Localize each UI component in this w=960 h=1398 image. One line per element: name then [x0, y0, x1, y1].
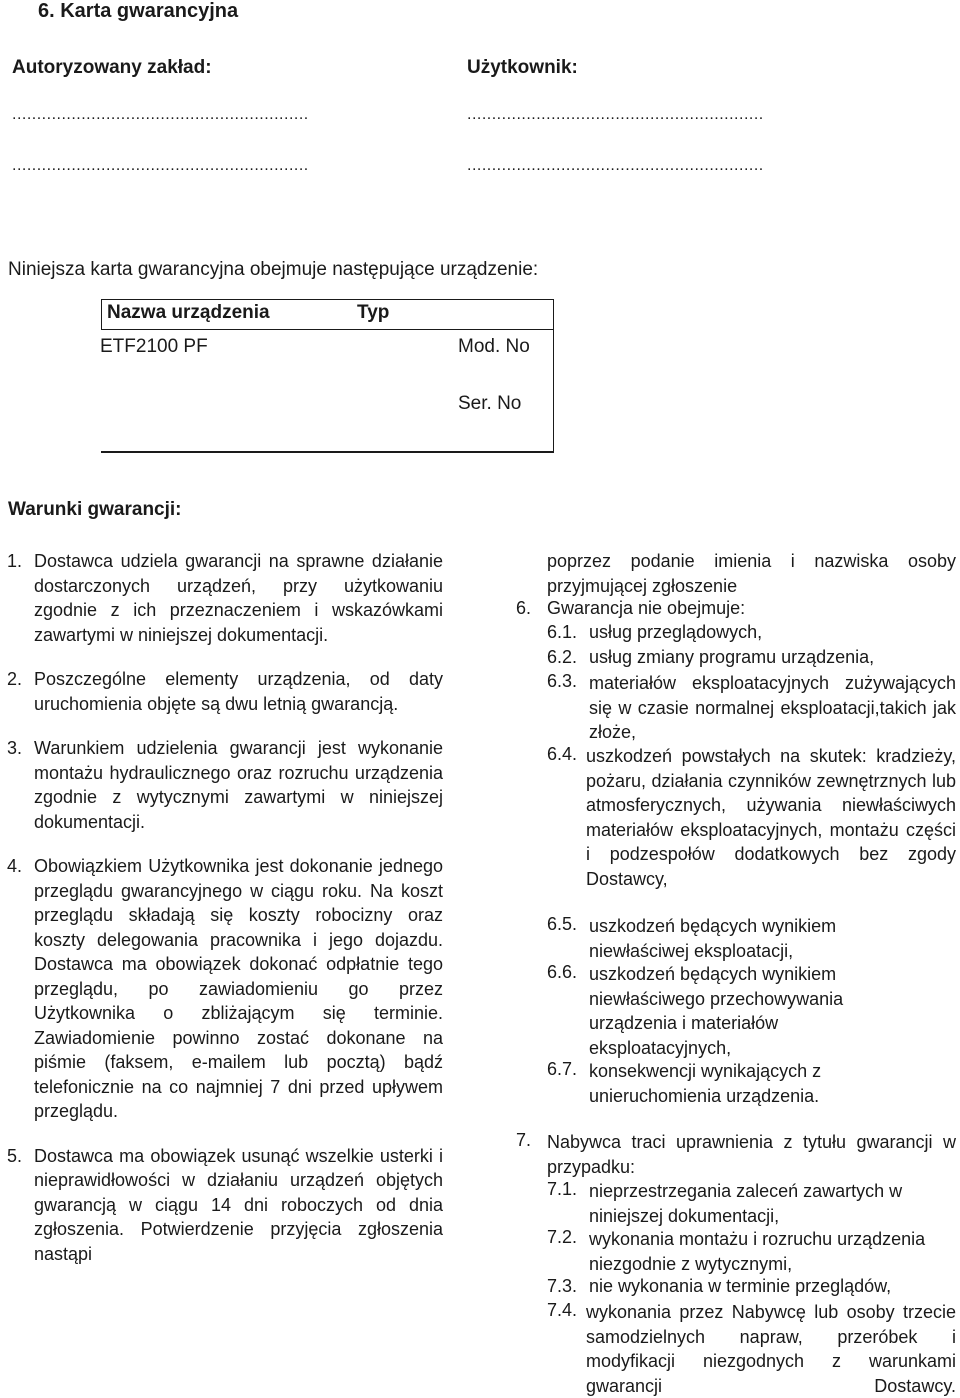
intro-text: Niniejsza karta gwarancyjna obejmuje następujące urządzenie:	[8, 259, 539, 280]
item-6-4-text: uszkodzeń powstałych na skutek: kradzieży, pożaru, działania czynników zewnętrznych lub atmosferycznych, używania niewłaściwych materiałów eksploatacyjnych, montażu części i podzespołów dodatkowych bez zgody Dostawcy,	[586, 746, 956, 889]
item-7-4-num: 7.4.	[547, 1300, 578, 1320]
table-border-left	[101, 299, 102, 330]
item-6-1-num: 6.1.	[547, 622, 578, 642]
item-6-7-num: 6.7.	[547, 1059, 578, 1079]
item-6-2-text: usług zmiany programu urządzenia,	[589, 647, 875, 667]
item-7-1-block	[589, 1179, 956, 1228]
condition-item-3	[7, 736, 443, 834]
item-6-6-num: 6.6.	[547, 962, 578, 982]
item-6-text: Gwarancja nie obejmuje:	[547, 598, 746, 618]
item-7-text: Nabywca traci uprawnienia z tytułu gwarancji w przypadku:	[547, 1132, 956, 1177]
section-title: 6. Karta gwarancyjna	[38, 0, 239, 22]
item-7-4-block	[586, 1300, 956, 1398]
item-6-5-text: uszkodzeń będących wynikiem niewłaściwej eksploatacji,	[589, 916, 837, 961]
condition-5-continued: poprzez podanie imienia i nazwiska osoby przyjmującej zgłoszenie	[547, 551, 956, 596]
item-6-4-block	[586, 744, 956, 891]
item-6-1-text: usług przeglądowych,	[589, 622, 763, 642]
condition-item-2	[7, 667, 443, 716]
item-6-2-num: 6.2.	[547, 647, 578, 667]
item-7-3-text: nie wykonania w terminie przeglądów,	[589, 1276, 892, 1296]
device-table	[101, 299, 554, 453]
condition-text-3: Warunkiem udzielenia gwarancji jest wykonanie montażu hydraulicznego oraz rozruchu urządzenia zgodnie z wytycznymi zawartymi w niniejszej dokumentacji.	[34, 738, 443, 832]
item-6-3-num: 6.3.	[547, 671, 578, 691]
item-6-6-block	[589, 962, 879, 1060]
condition-text-1: Dostawca udziela gwarancji na sprawne działanie dostarczonych urządzeń, przy użytkowaniu zgodnie z ich przeznaczeniem i wskazówkami zawartymi w niniejszej dokumentacji.	[34, 551, 443, 645]
item-7-4-text: wykonania przez Nabywcę lub osoby trzecie samodzielnych napraw, przeróbek i modyfikacji niezgodnych z warunkami gwarancji Dostawcy.	[586, 1302, 956, 1396]
item-7-num: 7.	[516, 1130, 532, 1150]
condition-num-4: 4.	[7, 856, 23, 876]
item-6-4-num: 6.4.	[547, 744, 578, 764]
authorized-line-2[interactable]: ............................................................	[12, 157, 309, 174]
condition-item-1	[7, 549, 443, 647]
condition-num-2: 2.	[7, 669, 23, 689]
conditions-right-column	[547, 549, 956, 598]
item-7-2-block	[589, 1227, 956, 1276]
user-line-2[interactable]: ............................................................	[467, 157, 764, 174]
item-6-7-text: konsekwencji wynikających z unieruchomienia urządzenia.	[589, 1061, 822, 1106]
item-7-1-num: 7.1.	[547, 1179, 578, 1199]
item-7-block	[547, 1130, 956, 1179]
mod-no-label: Mod. No	[458, 336, 530, 357]
item-6-3-block	[589, 671, 956, 745]
ser-no-label: Ser. No	[458, 393, 522, 414]
item-6-num: 6.	[516, 598, 532, 618]
item-6-7-block	[589, 1059, 879, 1108]
item-7-2-num: 7.2.	[547, 1227, 578, 1247]
conditions-left-column	[7, 549, 443, 1266]
item-6-5-block	[589, 914, 879, 963]
table-border-header	[101, 329, 554, 330]
item-6-6-text: uszkodzeń będących wynikiem niewłaściwego przechowywania urządzenia i materiałów eksploatacyjnych,	[589, 964, 844, 1058]
condition-num-1: 1.	[7, 551, 23, 571]
authorized-label: Autoryzowany zakład:	[12, 57, 212, 78]
table-border-bottom	[101, 451, 554, 453]
condition-text-4: Obowiązkiem Użytkownika jest dokonanie jednego przeglądu gwarancyjnego w ciągu roku. Na koszt przeglądu składają się koszty robocizny oraz koszty delegowania pracownika i jego dojazdu. Dostawca ma obowiązek dokonać odpłatnie tego przeglądu, po zawiadomieniu go przez Użytkownika o zbliżającym się terminie. Zawiadomienie powinno zostać dokonane na piśmie (faksem, e-mailem lub pocztą) bądź telefonicznie na co najmniej 7 dni przed upływem przeglądu.	[34, 856, 443, 1121]
conditions-heading: Warunki gwarancji:	[8, 499, 182, 520]
condition-item-4	[7, 854, 443, 1124]
condition-item-5	[7, 1144, 443, 1267]
condition-num-3: 3.	[7, 738, 23, 758]
item-6-3-text: materiałów eksploatacyjnych zużywających się w czasie normalnej eksploatacji,takich jak złoże,	[589, 673, 956, 742]
device-name: ETF2100 PF	[100, 336, 208, 357]
condition-text-5: Dostawca ma obowiązek usunąć wszelkie usterki i nieprawidłowości w działaniu urządzeń objętych gwarancją w ciągu 14 dni roboczych od dnia zgłoszenia. Potwierdzenie przyjęcia zgłoszenia nastąpi	[34, 1145, 443, 1264]
item-7-3-num: 7.3.	[547, 1276, 578, 1296]
item-7-1-text: nieprzestrzegania zaleceń zawartych w niniejszej dokumentacji,	[589, 1181, 903, 1226]
condition-num-5: 5.	[7, 1145, 23, 1166]
condition-text-2: Poszczególne elementy urządzenia, od daty uruchomienia objęte są dwu letnią gwarancją.	[34, 669, 443, 714]
table-header-type: Typ	[357, 302, 390, 323]
item-6-5-num: 6.5.	[547, 914, 578, 934]
item-7-2-text: wykonania montażu i rozruchu urządzenia niezgodnie z wytycznymi,	[589, 1229, 926, 1274]
table-header-name: Nazwa urządzenia	[107, 302, 270, 323]
table-border-top	[101, 299, 554, 300]
table-border-right	[553, 299, 554, 453]
user-line-1[interactable]: ............................................................	[467, 106, 764, 123]
authorized-line-1[interactable]: ............................................................	[12, 106, 309, 123]
user-label: Użytkownik:	[467, 57, 578, 78]
